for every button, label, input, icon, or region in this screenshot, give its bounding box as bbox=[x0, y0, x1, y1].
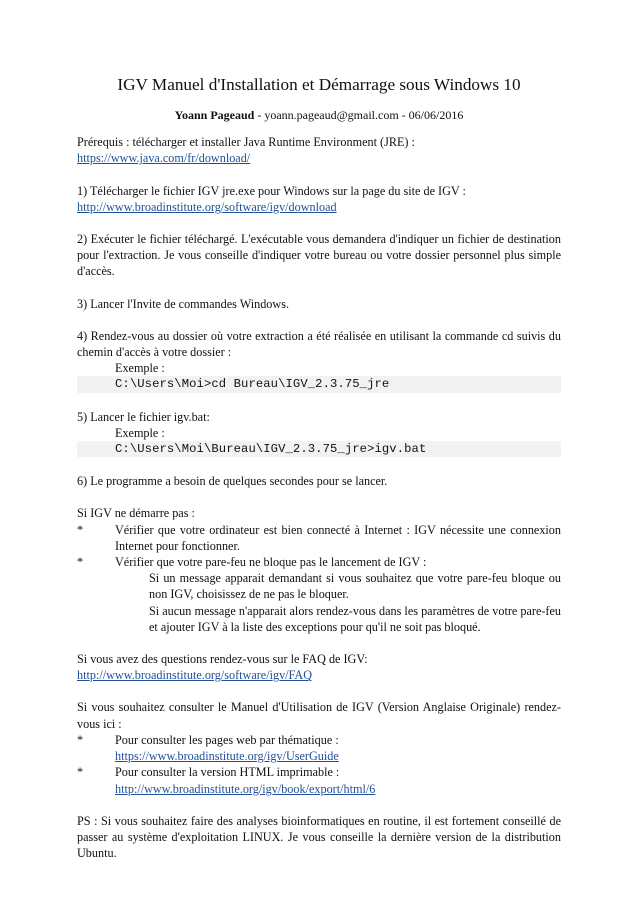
bullet-marker: * bbox=[77, 765, 84, 780]
document-body bbox=[77, 74, 561, 877]
postscript: PS : Si vous souhaitez faire des analyses bioinformatiques en routine, il est fortement conseillé de passer au système d'exploitation LINUX. Je vous conseille la dernière version de la distribution Ubuntu. bbox=[77, 813, 561, 861]
step-3: 3) Lancer l'Invite de commandes Windows. bbox=[77, 296, 289, 311]
step-5-code: C:\Users\Moi\Bureau\IGV_2.3.75_jre>igv.bat bbox=[77, 441, 561, 457]
prerequisites bbox=[77, 134, 561, 166]
step-5 bbox=[77, 409, 561, 458]
firewall-subitem: Si aucun message n'apparait alors rendez-vous dans les paramètres de votre pare-feu et ajouter IGV à la liste des exceptions pour qu'il ne soit pas bloqué. bbox=[149, 603, 561, 634]
bullet-marker: * bbox=[77, 732, 84, 747]
troubleshooting-item bbox=[77, 554, 561, 635]
faq-section bbox=[77, 651, 561, 683]
step-4-code: C:\Users\Moi>cd Bureau\IGV_2.3.75_jre bbox=[77, 376, 561, 392]
java-download-link[interactable]: https://www.java.com/fr/download/ bbox=[77, 151, 251, 166]
manual-section bbox=[77, 699, 561, 796]
step-4 bbox=[77, 328, 561, 393]
document-title: IGV Manuel d'Installation et Démarrage sous Windows 10 bbox=[117, 75, 521, 94]
troubleshooting-item-text: Vérifier que votre ordinateur est bien connecté à Internet : IGV nécessite une connexion Internet pour fonctionner. bbox=[115, 522, 561, 553]
faq-link[interactable]: http://www.broadinstitute.org/software/igv/FAQ bbox=[77, 668, 313, 683]
manual-item-text: Pour consulter les pages web par thématique : bbox=[115, 732, 339, 747]
manual-text: Si vous souhaitez consulter le Manuel d'Utilisation de IGV (Version Anglaise Originale) rendez-vous ici : bbox=[77, 700, 561, 731]
step-1-text: 1) Télécharger le fichier IGV jre.exe pour Windows sur la page du site de IGV : bbox=[77, 183, 466, 198]
igv-download-link[interactable]: http://www.broadinstitute.org/software/igv/download bbox=[77, 199, 337, 214]
troubleshooting bbox=[77, 505, 561, 635]
author-line bbox=[77, 107, 561, 123]
step-6: 6) Le programme a besoin de quelques secondes pour se lancer. bbox=[77, 474, 388, 489]
step-5-text: 5) Lancer le fichier igv.bat: bbox=[77, 409, 210, 424]
firewall-subitem: Si un message apparait demandant si vous souhaitez que votre pare-feu bloque ou non IGV, choisissez de ne pas le bloquer. bbox=[149, 571, 561, 602]
step-4-example-label: Exemple : bbox=[115, 361, 165, 376]
faq-text: Si vous avez des questions rendez-vous sur le FAQ de IGV: bbox=[77, 652, 368, 667]
bullet-marker: * bbox=[77, 555, 84, 570]
manual-item-text: Pour consulter la version HTML imprimable : bbox=[115, 765, 340, 780]
prerequisites-text: Prérequis : télécharger et installer Java Runtime Environment (JRE) : bbox=[77, 135, 415, 150]
step-5-example-label: Exemple : bbox=[115, 425, 165, 440]
manual-item-content bbox=[115, 732, 561, 764]
step-1 bbox=[77, 183, 561, 215]
troubleshooting-heading: Si IGV ne démarre pas : bbox=[77, 506, 195, 521]
author-contact: - yoann.pageaud@gmail.com - 06/06/2016 bbox=[254, 108, 464, 122]
manual-item bbox=[77, 732, 561, 764]
bullet-marker: * bbox=[77, 522, 84, 537]
troubleshooting-item bbox=[77, 522, 561, 554]
manual-item bbox=[77, 764, 561, 796]
firewall-check-text: Vérifier que votre pare-feu ne bloque pas le lancement de IGV : bbox=[115, 555, 427, 570]
troubleshooting-item-text bbox=[115, 554, 561, 635]
manual-item-content bbox=[115, 764, 561, 796]
user-guide-link[interactable]: https://www.broadinstitute.org/igv/UserGuide bbox=[115, 749, 339, 764]
printable-manual-link[interactable]: http://www.broadinstitute.org/igv/book/export/html/6 bbox=[115, 781, 376, 796]
author-name: Yoann Pageaud bbox=[174, 108, 255, 122]
step-4-text: 4) Rendez-vous au dossier où votre extraction a été réalisée en utilisant la commande cd suivis du chemin d'accès à votre dossier : bbox=[77, 328, 561, 360]
step-2: 2) Exécuter le fichier téléchargé. L'exécutable vous demandera d'indiquer un fichier de destination pour l'extraction. Je vous conseille d'indiquer votre bureau ou votre dossier personnel plus simple d'accès. bbox=[77, 232, 561, 279]
